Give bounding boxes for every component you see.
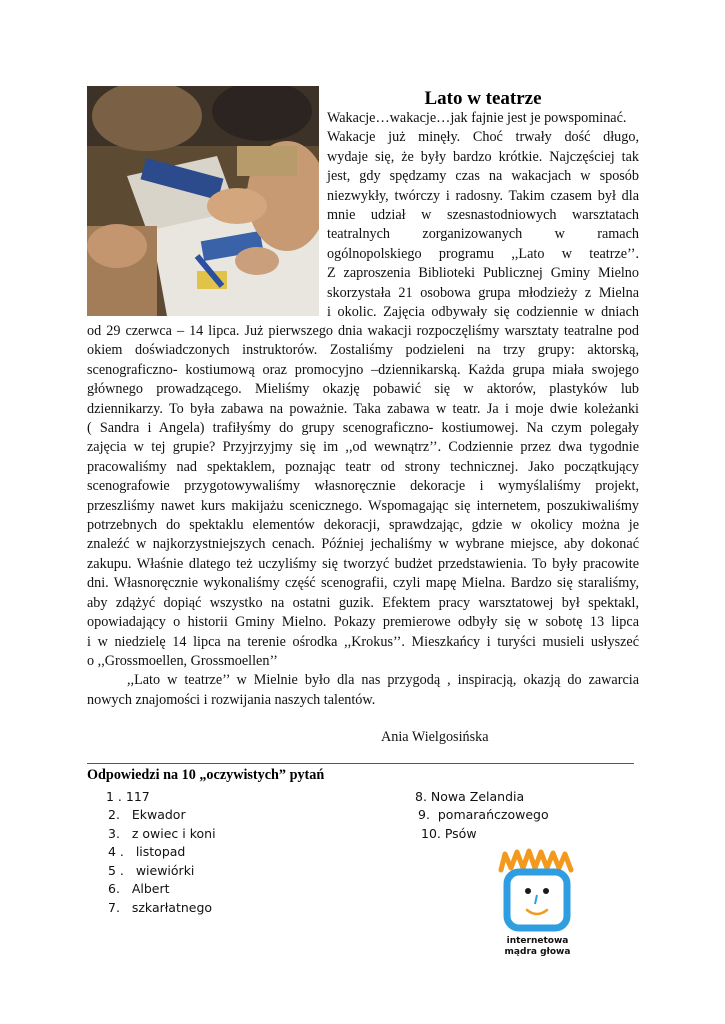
body-line: opowiadający o historii Gminy Mielno. Pokazy premierowe odbyły się w sobotę 13 lipca xyxy=(87,614,639,631)
divider-line xyxy=(87,763,634,764)
body-line: okiem doświadczonych instruktorów. Zostaliśmy podzieleni na trzy grupy: aktorską, xyxy=(87,342,639,359)
answer-item: 5 . wiewiórki xyxy=(108,863,195,878)
column-line: Z zaproszenia Biblioteki Publicznej Gminy Mielno xyxy=(327,265,639,282)
body-line: głównego prowadzącego. Mieliśmy okazję pobawić się w aktorów, plastyków lub xyxy=(87,381,639,398)
column-line: Wakacje…wakacje…jak fajnie jest je powspominać. xyxy=(327,110,627,126)
column-line: mnie udział w szesnastodniowych warsztatach xyxy=(327,207,639,224)
answer-item: 7. szkarłatnego xyxy=(108,900,213,915)
article-title: Lato w teatrze xyxy=(424,88,542,109)
answer-item: 9. pomarańczowego xyxy=(418,807,549,822)
column-line: wydaje się, że były bardzo krótkie. Najczęściej tak xyxy=(327,148,639,165)
answer-item: 6. Albert xyxy=(108,881,170,896)
body-line: znaleźć w najkorzystniejszych cenach. Później jechaliśmy w wybrane miejsce, aby dokonać xyxy=(87,536,639,553)
answer-item: 4 . listopad xyxy=(108,844,186,859)
workshop-photo xyxy=(87,86,319,316)
body-line: potrzebnych do spektaklu elementów dekoracji, sprawdzając, gdzie w okolicy można je xyxy=(87,517,639,534)
column-line: teatralnych zorganizowanych w ramach xyxy=(327,226,639,243)
article-body-text xyxy=(87,322,639,710)
article-column-text xyxy=(327,109,639,322)
body-line: dni. Własnoręcznie wykonaliśmy część scenografii, czyli mapę Mielna. Bardzo się staraliśmy, xyxy=(87,575,639,592)
logo-caption xyxy=(495,936,580,958)
article-author: Ania Wielgosińska xyxy=(381,729,489,745)
workshop-photo-image xyxy=(87,86,319,316)
answer-item: 1 . 117 xyxy=(106,789,150,804)
column-line: Wakacje już minęły. Choć trwały dość długo, xyxy=(327,129,639,146)
column-line: jest, gdy spędzamy czas na wakacjach w sposób xyxy=(327,168,639,185)
body-line: od 29 czerwca – 14 lipca. Już pierwszego dnia wakacji rozpoczęliśmy warsztaty teatralne pod xyxy=(87,323,639,339)
body-line: ( Sandra i Angela) trafiłyśmy do grupy scenograficzno- kostiumowej. Na czym polegały xyxy=(87,420,639,437)
body-line: aby zdążyć dopiąć wszystko na ostatni guzik. Efektem pracy warsztatowej był spektakl, xyxy=(87,594,639,611)
body-line: przeszliśmy nawet kurs makijażu scenicznego. Wspomagając się internetem, poszukiwaliśmy xyxy=(87,497,639,514)
body-line: scenograficzno- kostiumową oraz promocyjno –dziennikarską. Każda grupa miała swojego xyxy=(87,361,639,378)
body-line: dziennikarzy. To była zabawa na poważnie. Taka zabawa w teatr. Ja i moje dwie koleżanki xyxy=(87,400,639,417)
body-line: i w niedzielę 14 lipca na terenie ośrodka ,,Krokus’’. Mieszkańcy i turyści musieli usłyszeć xyxy=(87,633,639,650)
answers-title: Odpowiedzi na 10 „oczywistych” pytań xyxy=(87,767,325,783)
answer-item: 10. Psów xyxy=(421,826,477,841)
answer-item: 2. Ekwador xyxy=(108,807,186,822)
logo-caption-line: mądra głowa xyxy=(504,947,571,957)
body-line: scenografowie przygotowywaliśmy własnoręcznie dekoracje i wymyślaliśmy projekt, xyxy=(87,478,639,495)
smiling-head-icon xyxy=(495,848,580,938)
column-line: i okolic. Zajęcia odbywały się codziennie w dniach xyxy=(327,304,639,321)
body-line: pracowaliśmy nad spektaklem, poznając teatr od strony technicznej. Jako początkujący xyxy=(87,458,639,475)
column-line: niezwykły, twórczy i radosny. Takim czasem był dla xyxy=(327,187,639,204)
column-line: ogólnopolskiego programu ,,Lato w teatrze’’. xyxy=(327,245,639,262)
body-line: o ,,Grossmoellen, Grossmoellen’’ xyxy=(87,652,278,669)
body-line: zajęcia w tej grupie? Przyjrzyjmy się im ,,od wewnątrz’’. Codziennie przez dwa tygodnie xyxy=(87,439,639,456)
body-line: zakupu. Właśnie dlatego też uczyliśmy się tworzyć budżet przedstawienia. To były pracowite xyxy=(87,555,639,572)
column-line: skorzystała 21 osobowa grupa młodzieży z Mielna xyxy=(327,284,639,301)
answer-item: 3. z owiec i koni xyxy=(108,826,216,841)
closing-line: ,,Lato w teatrze’’ w Mielnie było dla nas przygodą , inspiracją, okazją do zawarcia xyxy=(127,672,639,689)
logo-caption-line: internetowa xyxy=(506,936,569,946)
closing-line: nowych znajomości i rozwijania naszych talentów. xyxy=(87,691,376,708)
answer-item: 8. Nowa Zelandia xyxy=(415,789,525,804)
